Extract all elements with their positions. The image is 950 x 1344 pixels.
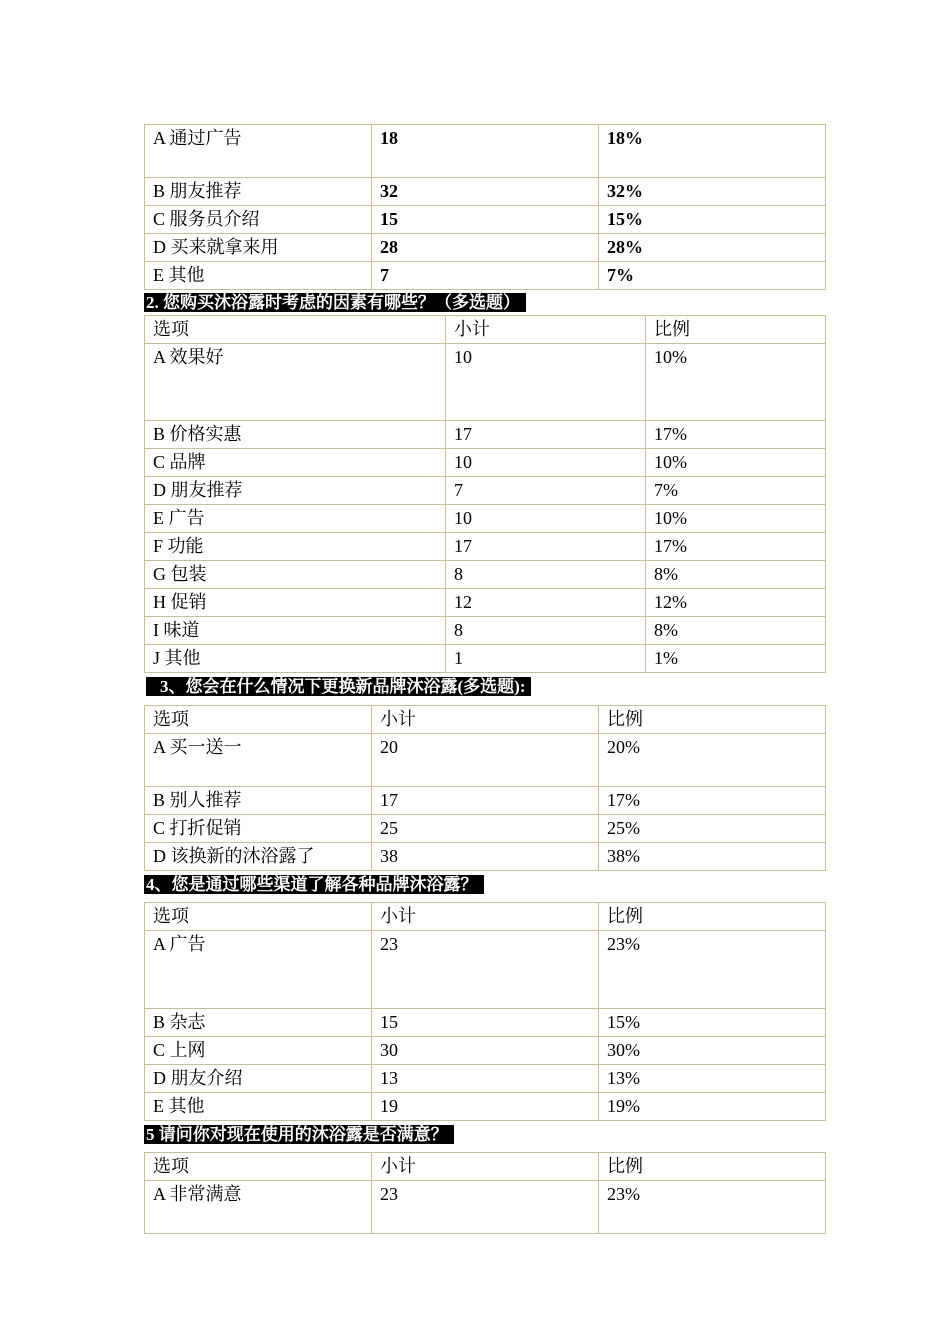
percent-cell: 17% [646,533,826,561]
percent-cell: 32% [599,178,826,206]
count-cell: 23 [372,1181,599,1234]
option-cell: A 广告 [145,931,372,1009]
percent-cell: 18% [599,125,826,178]
count-cell: 15 [372,206,599,234]
percent-cell: 10% [646,344,826,421]
table-row [145,734,826,787]
count-cell: 10 [446,505,646,533]
q3-title: 3、您会在什么情况下更换新品牌沐浴露(多选题): [146,677,531,696]
header-count: 小计 [372,1153,599,1181]
option-cell: J 其他 [145,645,446,673]
table-row [145,533,826,561]
percent-cell: 7% [646,477,826,505]
table-row [145,589,826,617]
count-cell: 15 [372,1009,599,1037]
table-row [145,477,826,505]
percent-cell: 10% [646,505,826,533]
option-cell: C 服务员介绍 [145,206,372,234]
percent-cell: 8% [646,561,826,589]
table-header-row [145,1153,826,1181]
count-cell: 7 [446,477,646,505]
q2-table [144,315,826,673]
percent-cell: 20% [599,734,826,787]
option-cell: G 包装 [145,561,446,589]
option-cell: A 通过广告 [145,125,372,178]
table-row [145,262,826,290]
count-cell: 17 [372,787,599,815]
q5-heading [144,1121,825,1148]
table-row [145,617,826,645]
header-count: 小计 [446,316,646,344]
q4-heading [144,871,825,898]
q3-heading [144,673,825,701]
header-percent: 比例 [599,706,826,734]
table-header-row [145,903,826,931]
table-row [145,1181,826,1234]
option-cell: E 其他 [145,262,372,290]
header-count: 小计 [372,903,599,931]
table-row [145,206,826,234]
table-row [145,421,826,449]
option-cell: B 价格实惠 [145,421,446,449]
table-row [145,449,826,477]
percent-cell: 23% [599,931,826,1009]
percent-cell: 17% [599,787,826,815]
percent-cell: 25% [599,815,826,843]
header-count: 小计 [372,706,599,734]
table-row [145,505,826,533]
header-percent: 比例 [599,1153,826,1181]
percent-cell: 8% [646,617,826,645]
count-cell: 8 [446,617,646,645]
q1-table [144,124,826,290]
q4-title: 4、您是通过哪些渠道了解各种品牌沐浴露？ [144,875,484,894]
percent-cell: 19% [599,1093,826,1121]
table-row [145,645,826,673]
count-cell: 30 [372,1037,599,1065]
count-cell: 25 [372,815,599,843]
survey-results [144,124,825,1234]
table-row [145,1065,826,1093]
count-cell: 10 [446,449,646,477]
percent-cell: 15% [599,1009,826,1037]
table-row [145,1093,826,1121]
option-cell: B 别人推荐 [145,787,372,815]
count-cell: 13 [372,1065,599,1093]
percent-cell: 15% [599,206,826,234]
option-cell: C 品牌 [145,449,446,477]
count-cell: 8 [446,561,646,589]
table-row [145,843,826,871]
header-option: 选项 [145,903,372,931]
count-cell: 12 [446,589,646,617]
count-cell: 19 [372,1093,599,1121]
q4-table [144,902,826,1121]
table-row [145,1009,826,1037]
header-option: 选项 [145,1153,372,1181]
table-row [145,125,826,178]
percent-cell: 13% [599,1065,826,1093]
table-header-row [145,316,826,344]
option-cell: I 味道 [145,617,446,645]
option-cell: H 促销 [145,589,446,617]
percent-cell: 17% [646,421,826,449]
table-row [145,787,826,815]
q2-heading [144,290,825,315]
table-row [145,344,826,421]
count-cell: 17 [446,533,646,561]
percent-cell: 30% [599,1037,826,1065]
percent-cell: 12% [646,589,826,617]
q5-title: 5 请问你对现在使用的沐浴露是否满意？ [144,1125,454,1144]
header-option: 选项 [145,316,446,344]
count-cell: 32 [372,178,599,206]
option-cell: D 买来就拿来用 [145,234,372,262]
q5-table [144,1152,826,1234]
table-row [145,234,826,262]
count-cell: 20 [372,734,599,787]
table-row [145,1037,826,1065]
header-percent: 比例 [599,903,826,931]
option-cell: D 朋友推荐 [145,477,446,505]
table-header-row [145,706,826,734]
q2-title: 2. 您购买沐浴露时考虑的因素有哪些？（多选题） [144,293,526,312]
percent-cell: 10% [646,449,826,477]
count-cell: 38 [372,843,599,871]
option-cell: C 打折促销 [145,815,372,843]
percent-cell: 1% [646,645,826,673]
table-row [145,178,826,206]
count-cell: 10 [446,344,646,421]
option-cell: E 广告 [145,505,446,533]
option-cell: A 买一送一 [145,734,372,787]
table-row [145,561,826,589]
percent-cell: 38% [599,843,826,871]
header-option: 选项 [145,706,372,734]
option-cell: D 朋友介绍 [145,1065,372,1093]
count-cell: 1 [446,645,646,673]
option-cell: A 非常满意 [145,1181,372,1234]
count-cell: 23 [372,931,599,1009]
count-cell: 18 [372,125,599,178]
count-cell: 7 [372,262,599,290]
percent-cell: 28% [599,234,826,262]
option-cell: B 杂志 [145,1009,372,1037]
option-cell: D 该换新的沐浴露了 [145,843,372,871]
percent-cell: 23% [599,1181,826,1234]
option-cell: C 上网 [145,1037,372,1065]
option-cell: A 效果好 [145,344,446,421]
table-row [145,815,826,843]
q3-table [144,705,826,871]
option-cell: B 朋友推荐 [145,178,372,206]
count-cell: 28 [372,234,599,262]
percent-cell: 7% [599,262,826,290]
header-percent: 比例 [646,316,826,344]
count-cell: 17 [446,421,646,449]
option-cell: E 其他 [145,1093,372,1121]
option-cell: F 功能 [145,533,446,561]
table-row [145,931,826,1009]
